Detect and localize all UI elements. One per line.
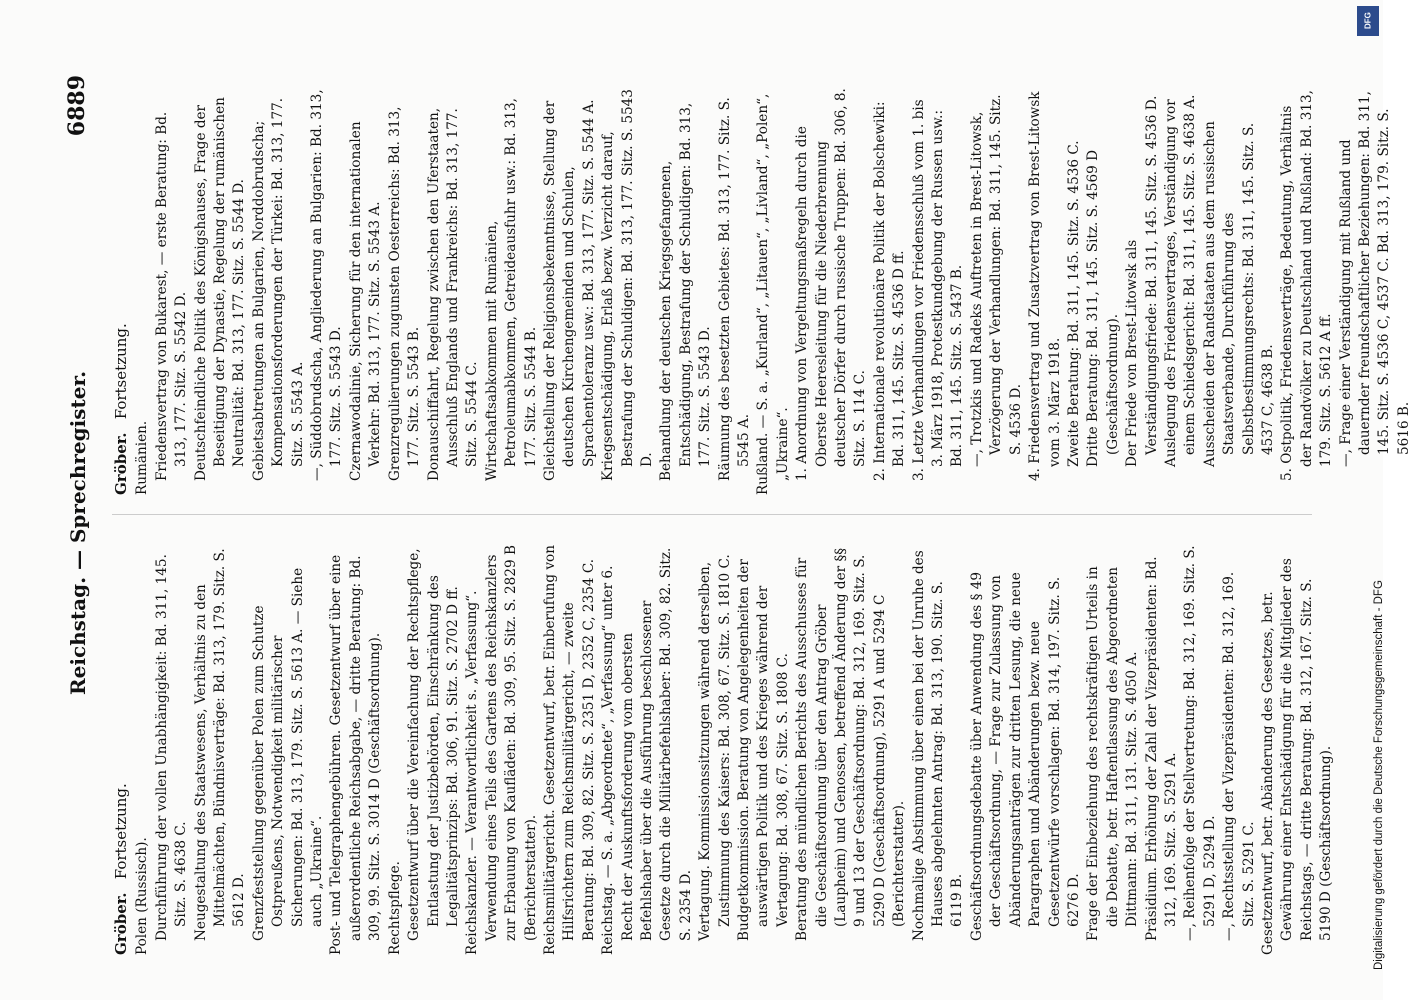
left-column-heading xyxy=(112,545,131,955)
register-entry: Kriegsentschädigung, Erlaß bezw. Verzicht darauf, Bestrafung der Schuldigen: Bd. 313, 177. Sitz. S. 5543 D. xyxy=(600,89,655,481)
digitization-text: Digitalisierung gefördert durch die Deutsche Forschungsgemeinschaft - DFG xyxy=(1373,580,1385,970)
left-column xyxy=(112,545,1342,955)
register-entry: Gesetzentwurf über die Vereinfachung der Rechtspflege, Entlastung der Justizbehörden, Einschränkung des Legalitätsprinzips: Bd. 306, 91. Sitz. S. 2702 D ff. xyxy=(406,548,461,941)
register-entry: Wirtschaftsabkommen mit Rumänien, Petroleumabkommen, Getreideausfuhr usw.: Bd. 313, 177. Sitz. S. 5544 B. xyxy=(483,98,539,481)
register-entry: Zweite Beratung: Bd. 311, 145. Sitz. S. 4536 C. xyxy=(1065,140,1082,467)
register-entry: 5. Ostpolitik, Friedensverträge, Bedeutung, Verhältnis der Randvölker zu Deutschland und Rußland: Bd. 313, 179. Sitz. S. 5612 A ff. xyxy=(1279,90,1335,481)
register-entry: Polen (Russisch). xyxy=(134,837,151,955)
register-entry: Dritte Beratung: Bd. 311, 145. Sitz. S. 4569 D (Geschäftsordnung). xyxy=(1085,150,1121,467)
right-column-heading xyxy=(112,85,131,495)
register-entry: Donauschiffahrt, Regelung zwischen den Uferstaaten, Ausschluß Englands und Frankreichs: Bd. 313, 177. Sitz. S. 5544 C. xyxy=(425,107,481,481)
register-entry: Post- und Telegraphengebühren. Gesetzentwurf über eine außerordentliche Reichsabgabe, — dritte Beratung: Bd. 309, 99. Sitz. S. 3014 D (Geschäftsordnung). xyxy=(328,554,384,955)
page-number: 6889 xyxy=(64,75,90,137)
register-entry: 2. Internationale revolutionäre Politik der Bolschewiki: Bd. 311, 145. Sitz. S. 4536 D ff. xyxy=(871,101,908,481)
digitization-note xyxy=(1359,40,1385,970)
register-entry: Gebietsabtretungen an Bulgarien, Norddobrudscha; Kompensationsforderungen der Türkei: Bd. 313, 177. Sitz. S. 5543 A. xyxy=(250,97,306,481)
register-entry: —, Rechtsstellung der Vizepräsidenten: Bd. 312, 169. Sitz. S. 5291 C. xyxy=(1221,571,1257,941)
register-entry: Beratung des mündlichen Berichts des Ausschusses für die Geschäftsordnung über den Antrag Gröber (Laupheim) und Genossen, betreffend Änderung der §§ 9 und 13 der Geschäftsordnung: Bd. 312, 169. Sitz. S. 5290 D (Geschäftsordnung), 5291 A und 5294 C (Berichterstatter). xyxy=(794,547,908,941)
register-entry: Gleichstellung der Religionsbekenntnisse, Stellung der deutschen Kirchengemeinden und Schulen, Sprachentoleranz usw.: Bd. 313, 177. Sitz. S. 5544 A. xyxy=(541,99,597,481)
register-entry: Präsidium. Erhöhung der Zahl der Vizepräsidenten: Bd. 312, 169. Sitz. S. 5291 A. xyxy=(1143,556,1179,941)
page-header xyxy=(60,75,100,955)
register-entry: Reichstag. — S. a. „Abgeordnete“, „Verfassung“ unter 6. Recht der Auskunftsforderung vom obersten Befehlshaber über die Ausführung beschlossener Gesetze durch die Militärbefehlshaber: Bd. 309, 82. Sitz. S. 2354 D. xyxy=(600,547,694,955)
left-heading-continuation: Fortsetzung. xyxy=(112,783,130,880)
right-heading-continuation: Fortsetzung. xyxy=(112,323,130,420)
register-entry: Durchführung der vollen Unabhängigkeit: Bd. 311, 145. Sitz. S. 4638 C. xyxy=(153,554,190,941)
register-entry: —, Frage einer Verständigung mit Rußland und dauernder freundschaftlicher Beziehungen: Bd. 311, 145. Sitz. S. 4536 C, 4537 C. Bd. 313, 179. Sitz. S. 5616 B. xyxy=(1337,91,1412,467)
register-entry: Vertagung. Kommissionssitzungen während derselben, Zustimmung des Kaisers: Bd. 308, 67. Sitz. S. 1810 C. xyxy=(697,554,733,941)
register-entry: 1. Anordnung von Vergeltungsmaßregeln durch die Oberste Heeresleitung für die Niederbrennung deutscher Dörfer durch russische Truppen: Bd. 306, 8. Sitz. S. 114 C. xyxy=(794,88,869,481)
register-entry: —, Süddobrudscha, Angliederung an Bulgarien: Bd. 313, 177. Sitz. S. 5543 D. xyxy=(309,89,345,481)
register-entry: Reichsmilitärgericht. Gesetzentwurf, betr. Einberufung von Hilfsrichtern zum Reichsmilitärgericht, — zweite Beratung: Bd. 309, 82. Sitz. S. 2351 D, 2352 C, 2354 C. xyxy=(541,545,597,955)
dfg-logo: DFG xyxy=(1357,6,1379,36)
right-column xyxy=(112,85,1412,495)
register-entry: Geschäftsordnungsdebatte über Anwendung des § 49 der Geschäftsordnung, — Frage zur Zulassung von Abänderungsanträgen zur dritten Lesung, die neue Paragraphen und Abänderungen bezw. neue Gesetzentwürfe vorschlagen: Bd. 314, 197. Sitz. S. 6276 D. xyxy=(968,571,1082,941)
register-entry: Der Friede von Brest-Litowsk als Verständigungsfriede: Bd. 311, 145. Sitz. S. 4536 D. xyxy=(1124,95,1160,467)
register-entry: Räumung des besetzten Gebietes: Bd. 313, 177. Sitz. S. 5545 A. xyxy=(716,97,752,481)
register-entry: 4. Friedensvertrag und Zusatzvertrag von Brest-Litowsk vom 3. März 1918. xyxy=(1027,91,1063,481)
register-entry: Gesetzentwurf, betr. Abänderung des Gesetzes, betr. Gewährung einer Entschädigung für die Mitglieder des Reichstags, — dritte Beratung: Bd. 312, 167. Sitz. S. 5190 D (Geschäftsordnung). xyxy=(1259,558,1335,955)
register-entry: Neugestaltung des Staatswesens, Verhältnis zu den Mittelmächten, Bündnisverträge: Bd. 313, 179. Sitz. S. 5612 D. xyxy=(192,548,248,941)
register-entry: Rechtspflege. xyxy=(386,861,403,955)
register-entry: —, Trotzkis und Radeks Auftreten in Brest-Litowsk, Verzögerung der Verhandlungen: Bd. 311, 145. Sitz. S. 4536 D. xyxy=(968,94,1024,467)
register-entry: Deutschfeindliche Politik des Königshauses, Frage der Beseitigung der Dynastie, Regelung der rumänischen Neutralität: Bd. 313, 177. Sitz. S. 5544 D. xyxy=(192,97,248,481)
register-entry: Rußland. — S. a. „Kurland“, „Litauen“, „Livland“, „Polen“, „Ukraine“. xyxy=(755,93,791,495)
register-entry: Ausscheiden der Randstaaten aus dem russischen Staatsverbande, Durchführung des Selbstbestimmungsrechts: Bd. 311, 145. Sitz. S. 4537 C, 4638 B. xyxy=(1201,121,1276,467)
register-entry: Reichskanzler. — Verantwortlichkeit s. „Verfassung“. Verwendung eines Teils des Gartens des Reichskanzlers zur Erbauung von Kaufläden: Bd. 309, 95. Sitz. S. 2829 B (Berichterstatter). xyxy=(464,545,539,955)
register-entry: Rumänien. xyxy=(134,420,151,495)
register-entry: —, Reihenfolge der Stellvertretung: Bd. 312, 169. Sitz. S. 5291 D, 5294 D. xyxy=(1182,545,1218,941)
register-entry: Nochmalige Abstimmung über einen bei der Unruhe des Hauses abgelehnten Antrag: Bd. 313, 190. Sitz. S. 6119 B. xyxy=(910,550,966,941)
running-title: Reichstag. — Sprechregister. xyxy=(66,370,90,695)
column-divider xyxy=(112,514,1312,515)
register-entry: Auslegung des Friedensvertrages, Verständigung vor einem Schiedsgericht: Bd. 311, 145. Sitz. S. 4638 A. xyxy=(1162,94,1199,467)
register-entry: Friedensvertrag von Bukarest, — erste Beratung: Bd. 313, 177. Sitz. S. 5542 D. xyxy=(153,111,190,481)
register-entry: Frage der Einbeziehung des rechtskräftigen Urteils in die Debatte, betr. Haftentlassung des Abgeordneten Dittmann: Bd. 311, 131. Sitz. S. 4050 A. xyxy=(1085,566,1141,941)
right-heading-name: Gröber. xyxy=(112,432,130,495)
register-entry: Budgetkommission. Beratung von Angelegenheiten der auswärtigen Politik und des Krieges während der Vertagung: Bd. 308, 67. Sitz. S. 1808 C. xyxy=(736,559,791,941)
register-entry: Grenzregulierungen zugunsten Oesterreichs: Bd. 313, 177. Sitz. S. 5543 B. xyxy=(386,106,423,481)
left-heading-name: Gröber. xyxy=(112,892,130,955)
register-entry: Behandlung der deutschen Kriegsgefangenen, Entschädigung, Bestrafung der Schuldigen: Bd. 313, 177. Sitz. S. 5543 D. xyxy=(658,102,714,481)
register-entry: 3. Letzte Verhandlungen vor Friedensschluß vom 1. bis 3. März 1918, Protestkundgebung der Russen usw.: Bd. 311, 145. Sitz. S. 5437 B. xyxy=(910,99,966,481)
register-entry: Grenzfeststellung gegenüber Polen zum Schutze Ostpreußens, Notwendigkeit militärischer Sicherungen: Bd. 313, 179. Sitz. S. 5613 A. — Siehe auch „Ukraine“. xyxy=(250,567,326,941)
register-entry: Czernawodalinie, Sicherung für den internationalen Verkehr: Bd. 313, 177. Sitz. S. 5543 A. xyxy=(347,121,384,481)
